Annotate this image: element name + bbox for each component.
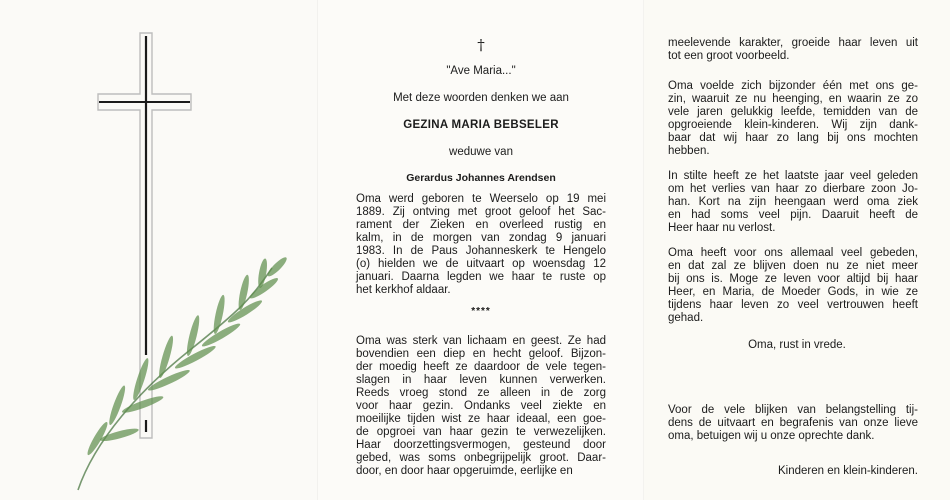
rest-in-peace-line: Oma, rust in vrede. bbox=[748, 339, 846, 351]
text-line: kalm, in de morgen van zondag 9 januari bbox=[356, 232, 606, 244]
text-line: Reeds vroeg stond ze alleen in de zorg bbox=[356, 387, 606, 399]
text-line: gebed, was soms onbegrijpelijk groot. Daar- bbox=[356, 452, 606, 464]
widow-of-label: weduwe van bbox=[449, 146, 513, 158]
leaf bbox=[211, 294, 226, 335]
leaf bbox=[107, 384, 128, 426]
text-line: hebben. bbox=[668, 145, 710, 157]
prayer-paragraph bbox=[668, 247, 918, 325]
text-line: meelevende karakter, groeide haar leven uit bbox=[668, 37, 918, 49]
text-line: Oma werd geboren te Weerselo op 19 mei bbox=[356, 193, 606, 205]
character-paragraph bbox=[356, 335, 606, 478]
text-line: zin, waaruit ze nu heenging, en waarin ze zo bbox=[668, 93, 918, 105]
text-line: 1983. In de Paus Johanneskerk te Hengelo bbox=[356, 245, 606, 257]
ave-maria-quote: "Ave Maria..." bbox=[446, 65, 516, 77]
text-line: en dat zal ze blijven doen nu ze niet meer bbox=[668, 260, 918, 272]
separator: **** bbox=[471, 306, 491, 317]
text-line: In stilte heeft ze het laatste jaar veel geleden bbox=[668, 170, 918, 182]
text-line: Oma voelde zich bijzonder één met ons ge- bbox=[668, 80, 918, 92]
text-line: tijdens haar leven zo veel vertrouwen heeft bbox=[668, 299, 918, 311]
biography-paragraph bbox=[356, 193, 606, 297]
text-line: bovendien een diep en hecht geloof. Bijzon- bbox=[356, 348, 606, 360]
text-line: het kerkhof aldaar. bbox=[356, 284, 451, 296]
text-line: gehad. bbox=[668, 312, 704, 324]
text-line: om het verlies van haar zo dierbare zoon Jo- bbox=[668, 183, 918, 195]
signoff: Kinderen en klein-kinderen. bbox=[777, 465, 918, 477]
text-line: tot een groot voorbeeld. bbox=[668, 50, 790, 62]
text-line: januari. Daarna legden we haar te ruste op bbox=[356, 271, 606, 283]
leaf bbox=[173, 343, 217, 371]
text-line: de opgroei van haar gezin te verwezelijken. bbox=[356, 426, 606, 438]
leaf bbox=[265, 255, 288, 278]
text-line: opgroeiende klein-kinderen. Wij zijn dank- bbox=[668, 119, 918, 131]
text-line: vele jaren gelukkig leefde, temidden van de bbox=[668, 106, 918, 118]
text-line: bij ons is. Moge ze leven voor altijd bij haar bbox=[668, 273, 918, 285]
cross-and-palm-illustration bbox=[0, 0, 318, 500]
thanks-paragraph bbox=[668, 404, 918, 443]
leaf bbox=[185, 314, 202, 356]
text-line: Voor de vele blijken van belangstelling tij- bbox=[668, 404, 918, 416]
text-line: en had soms veel pijn. Daaruit heeft de bbox=[668, 209, 918, 221]
text-line: rament der Zieken en overleed rustig en bbox=[356, 219, 606, 231]
text-line: dens de uitvaart en begrafenis van onze lieve bbox=[668, 417, 918, 429]
text-line: der moedig heeft ze daardoor de vele tegen- bbox=[356, 361, 606, 373]
leaf bbox=[146, 367, 191, 393]
left-panel bbox=[0, 0, 318, 500]
leaf bbox=[157, 335, 176, 379]
family-paragraph bbox=[668, 80, 918, 158]
dagger-icon: † bbox=[477, 36, 485, 54]
text-line: Oma was sterk van lichaam en geest. Ze had bbox=[356, 335, 606, 347]
deceased-name: GEZINA MARIA BEBSELER bbox=[403, 119, 559, 131]
text-line: door, en door haar opgeruimde, eerlijke en bbox=[356, 465, 573, 477]
text-line: Haar doorzettingsvermogen, gesteund door bbox=[356, 439, 606, 451]
text-line: (o) hielden we de uitvaart op woensdag 12 bbox=[356, 258, 606, 270]
text-line: Oma heeft voor ons allemaal veel gebeden, bbox=[668, 247, 918, 259]
text-line: 1889. Zij ontving met groot geloof het Sac- bbox=[356, 206, 606, 218]
husband-name: Gerardus Johannes Arendsen bbox=[406, 172, 556, 184]
middle-panel bbox=[318, 0, 644, 500]
intro-line: Met deze woorden denken we aan bbox=[393, 92, 569, 104]
character-paragraph-continued bbox=[668, 37, 918, 63]
text-line: baar dat wij haar zo lang bij ons mochten bbox=[668, 132, 918, 144]
text-line: Heer haar nu verlost. bbox=[668, 222, 776, 234]
text-line: Heer, en Maria, de Moeder Gods, in wie ze bbox=[668, 286, 918, 298]
text-line: moeilijke tijden wist ze haar ideaal, een goe- bbox=[356, 413, 606, 425]
text-line: oma, betuigen wij u onze oprechte dank. bbox=[668, 430, 875, 442]
text-line: slagen in haar leven kunnen verwerken. bbox=[356, 374, 606, 386]
right-panel bbox=[644, 0, 950, 500]
text-line: han. Kort na zijn heengaan werd oma ziek bbox=[668, 196, 918, 208]
palm-branch-icon bbox=[78, 255, 289, 490]
final-year-paragraph bbox=[668, 170, 918, 235]
text-line: voor haar gezin. Ondanks veel ziekte en bbox=[356, 400, 606, 412]
